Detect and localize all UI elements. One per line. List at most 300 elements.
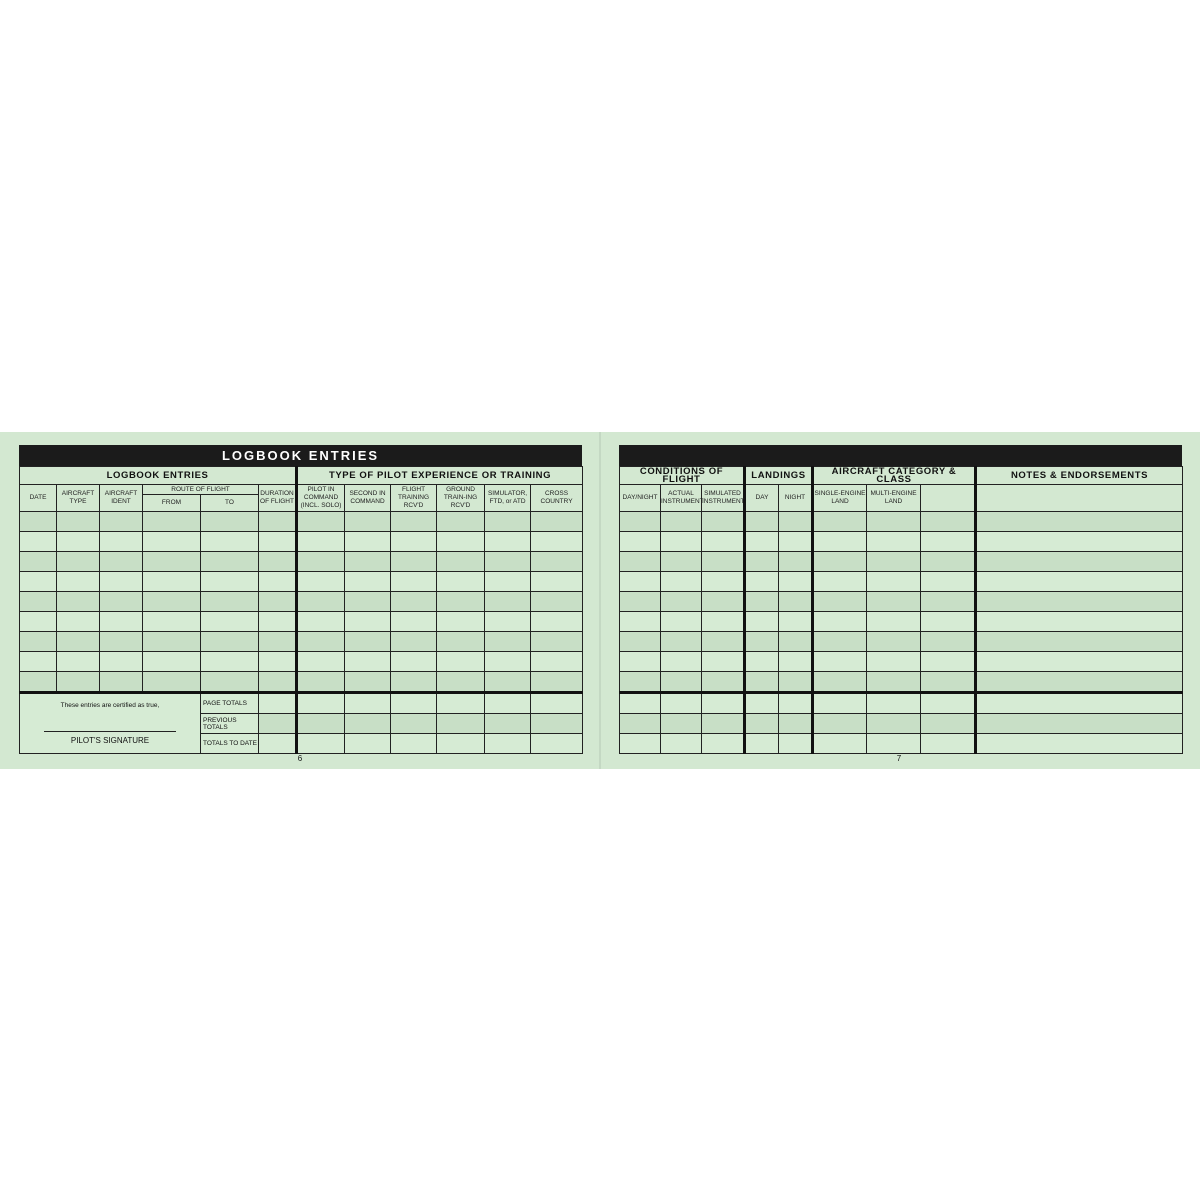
entry-cell[interactable] [745,572,779,592]
col-header-cross-country: CROSS COUNTRY [531,485,583,512]
entry-cell[interactable] [976,632,1183,652]
entry-cell[interactable] [745,672,779,693]
entry-cell[interactable] [57,512,100,532]
entry-cell[interactable] [391,592,437,612]
entry-cell[interactable] [661,572,702,592]
entry-cell[interactable] [813,532,867,552]
entry-cell[interactable] [813,632,867,652]
entry-cell[interactable] [531,612,583,632]
entry-cell[interactable] [976,552,1183,572]
left-logbook-table [19,466,583,754]
entry-cell[interactable] [867,734,921,754]
entry-cell[interactable] [297,572,345,592]
entry-cell[interactable] [391,672,437,693]
logbook-entry-row [20,592,583,612]
entry-cell[interactable] [620,652,661,672]
col-header-aircraft-type: AIRCRAFT TYPE [57,485,100,512]
entry-cell[interactable] [779,734,813,754]
entry-cell[interactable] [813,592,867,612]
col-header-ground-training: GROUND TRAIN-ING RCV'D [437,485,485,512]
entry-cell[interactable] [437,632,485,652]
entry-cell[interactable] [976,714,1183,734]
left-page [19,445,582,754]
logbook-entry-row [620,714,1183,734]
entry-cell[interactable] [143,532,201,552]
signature-line[interactable] [44,731,176,732]
entry-cell[interactable] [345,572,391,592]
logbook-entry-row [620,693,1183,714]
entry-cell[interactable] [437,612,485,632]
entry-cell[interactable] [201,612,259,632]
entry-cell[interactable] [437,512,485,532]
entry-cell[interactable] [259,532,297,552]
entry-cell[interactable] [921,672,976,693]
entry-cell[interactable] [201,652,259,672]
right-page-banner [619,445,1182,466]
entry-cell[interactable] [485,612,531,632]
entry-cell[interactable] [437,532,485,552]
entry-cell[interactable] [661,652,702,672]
entry-cell[interactable] [201,512,259,532]
entry-cell[interactable] [531,592,583,612]
total-cell[interactable] [297,714,345,734]
entry-cell[interactable] [661,734,702,754]
entry-cell[interactable] [143,632,201,652]
entry-cell[interactable] [620,693,661,714]
entry-cell[interactable] [702,572,745,592]
entry-cell[interactable] [921,552,976,572]
col-header-single-engine-land: SINGLE-ENGINE LAND [813,485,867,512]
total-cell[interactable] [485,693,531,714]
page-totals-label: PAGE TOTALS [201,693,259,714]
entry-cell[interactable] [702,552,745,572]
signature-label: PILOT'S SIGNATURE [70,736,150,745]
entry-cell[interactable] [345,612,391,632]
col-header-route-of-flight: ROUTE OF FLIGHT [143,485,259,495]
entry-cell[interactable] [20,632,57,652]
entry-cell[interactable] [57,612,100,632]
right-logbook-table [619,466,1183,754]
entry-cell[interactable] [20,532,57,552]
entry-cell[interactable] [867,714,921,734]
entry-cell[interactable] [745,652,779,672]
entry-cell[interactable] [143,652,201,672]
entry-cell[interactable] [297,552,345,572]
entry-cell[interactable] [779,714,813,734]
entry-cell[interactable] [745,693,779,714]
logbook-entry-row [620,672,1183,693]
entry-cell[interactable] [976,612,1183,632]
entry-cell[interactable] [620,672,661,693]
entry-cell[interactable] [779,532,813,552]
entry-cell[interactable] [20,652,57,672]
page-number-left: 6 [297,754,303,763]
col-header-day-night: DAY/NIGHT [620,485,661,512]
entry-cell[interactable] [201,592,259,612]
entry-cell[interactable] [531,632,583,652]
entry-cell[interactable] [100,512,143,532]
entry-cell[interactable] [867,512,921,532]
entry-cell[interactable] [702,612,745,632]
entry-cell[interactable] [779,652,813,672]
entry-cell[interactable] [745,714,779,734]
entry-cell[interactable] [779,552,813,572]
col-header-notes-blank [976,485,1183,512]
logbook-entry-row [620,572,1183,592]
entry-cell[interactable] [391,532,437,552]
entry-cell[interactable] [531,572,583,592]
col-header-multi-engine-land: MULTI-ENGINE LAND [867,485,921,512]
entry-cell[interactable] [867,572,921,592]
certification-block [20,693,201,754]
logbook-entry-row [620,512,1183,532]
entry-cell[interactable] [143,512,201,532]
entry-cell[interactable] [745,632,779,652]
entry-cell[interactable] [976,672,1183,693]
entry-cell[interactable] [661,512,702,532]
book-gutter [599,432,601,769]
entry-cell[interactable] [867,632,921,652]
total-cell[interactable] [259,693,297,714]
entry-cell[interactable] [661,714,702,734]
entry-cell[interactable] [391,632,437,652]
logbook-entry-row [20,552,583,572]
right-page [619,445,1182,754]
entry-cell[interactable] [437,652,485,672]
entry-cell[interactable] [867,532,921,552]
entry-cell[interactable] [702,532,745,552]
entry-cell[interactable] [813,552,867,572]
entry-cell[interactable] [437,572,485,592]
total-cell[interactable] [259,734,297,754]
total-cell[interactable] [391,693,437,714]
entry-cell[interactable] [345,592,391,612]
entry-cell[interactable] [297,652,345,672]
entry-cell[interactable] [201,532,259,552]
entry-cell[interactable] [620,632,661,652]
entry-cell[interactable] [976,592,1183,612]
entry-cell[interactable] [745,512,779,532]
entry-cell[interactable] [531,532,583,552]
logbook-entry-row [20,512,583,532]
entry-cell[interactable] [620,552,661,572]
entry-cell[interactable] [143,672,201,693]
entry-cell[interactable] [813,612,867,632]
total-cell[interactable] [485,734,531,754]
entry-cell[interactable] [57,592,100,612]
entry-cell[interactable] [297,612,345,632]
total-cell[interactable] [297,693,345,714]
logbook-entry-row [20,612,583,632]
entry-cell[interactable] [391,552,437,572]
entry-cell[interactable] [485,632,531,652]
entry-cell[interactable] [143,612,201,632]
total-cell[interactable] [437,734,485,754]
col-header-aircraft-ident: AIRCRAFT IDENT [100,485,143,512]
logbook-entry-row [620,612,1183,632]
entry-cell[interactable] [100,592,143,612]
logbook-entry-row [620,734,1183,754]
entry-cell[interactable] [779,693,813,714]
entry-cell[interactable] [813,572,867,592]
entry-cell[interactable] [867,672,921,693]
entry-cell[interactable] [867,693,921,714]
entry-cell[interactable] [100,632,143,652]
entry-cell[interactable] [297,592,345,612]
entry-cell[interactable] [345,672,391,693]
entry-cell[interactable] [143,592,201,612]
col-header-pilot-in-command: PILOT IN COMMAND (INCL. SOLO) [297,485,345,512]
entry-cell[interactable] [976,734,1183,754]
entry-cell[interactable] [20,612,57,632]
entry-cell[interactable] [745,532,779,552]
entry-cell[interactable] [57,572,100,592]
entry-cell[interactable] [485,512,531,532]
entry-cell[interactable] [100,672,143,693]
left-page-banner: LOGBOOK ENTRIES [19,445,582,466]
entry-cell[interactable] [201,632,259,652]
entry-cell[interactable] [813,693,867,714]
entry-cell[interactable] [391,652,437,672]
entry-cell[interactable] [921,693,976,714]
col-header-flight-training: FLIGHT TRAINING RCV'D [391,485,437,512]
entry-cell[interactable] [20,672,57,693]
entry-cell[interactable] [813,734,867,754]
entry-cell[interactable] [57,652,100,672]
previous-totals-label: PREVIOUS TOTALS [201,714,259,734]
entry-cell[interactable] [20,552,57,572]
entry-cell[interactable] [702,652,745,672]
entry-cell[interactable] [745,612,779,632]
entry-cell[interactable] [661,672,702,693]
total-cell[interactable] [391,734,437,754]
entry-cell[interactable] [57,632,100,652]
entry-cell[interactable] [485,652,531,672]
entry-cell[interactable] [813,652,867,672]
entry-cell[interactable] [779,612,813,632]
totals-to-date-label: TOTALS TO DATE [201,734,259,754]
entry-cell[interactable] [20,592,57,612]
entry-cell[interactable] [259,512,297,532]
entry-cell[interactable] [20,512,57,532]
entry-cell[interactable] [345,652,391,672]
entry-cell[interactable] [921,714,976,734]
section-landings: LANDINGS [745,467,813,485]
entry-cell[interactable] [702,734,745,754]
entry-cell[interactable] [620,612,661,632]
entry-cell[interactable] [201,572,259,592]
entry-cell[interactable] [485,552,531,572]
entry-cell[interactable] [201,552,259,572]
entry-cell[interactable] [57,532,100,552]
entry-cell[interactable] [391,512,437,532]
entry-cell[interactable] [20,572,57,592]
entry-cell[interactable] [531,652,583,672]
total-cell[interactable] [345,734,391,754]
section-conditions-of-flight: CONDITIONS OF FLIGHT [620,467,745,485]
entry-cell[interactable] [867,612,921,632]
entry-cell[interactable] [661,552,702,572]
entry-cell[interactable] [702,592,745,612]
entry-cell[interactable] [297,512,345,532]
entry-cell[interactable] [259,632,297,652]
entry-cell[interactable] [867,592,921,612]
logbook-entry-row [620,652,1183,672]
entry-cell[interactable] [57,552,100,572]
entry-cell[interactable] [620,512,661,532]
total-cell[interactable] [391,714,437,734]
entry-cell[interactable] [779,572,813,592]
entry-cell[interactable] [100,552,143,572]
logbook-entry-row [620,552,1183,572]
total-cell[interactable] [345,714,391,734]
total-cell[interactable] [345,693,391,714]
entry-cell[interactable] [779,512,813,532]
entry-cell[interactable] [779,592,813,612]
entry-cell[interactable] [620,734,661,754]
entry-cell[interactable] [921,592,976,612]
entry-cell[interactable] [143,552,201,572]
entry-cell[interactable] [345,552,391,572]
entry-cell[interactable] [661,632,702,652]
col-header-blank [921,485,976,512]
total-cell[interactable] [297,734,345,754]
entry-cell[interactable] [345,632,391,652]
entry-cell[interactable] [485,572,531,592]
entry-cell[interactable] [867,552,921,572]
entry-cell[interactable] [437,672,485,693]
entry-cell[interactable] [702,512,745,532]
section-pilot-experience: TYPE OF PILOT EXPERIENCE OR TRAINING [297,467,583,485]
col-header-day: DAY [745,485,779,512]
logbook-entry-row [620,632,1183,652]
entry-cell[interactable] [661,612,702,632]
col-header-duration: DURATION OF FLIGHT [259,485,297,512]
entry-cell[interactable] [57,672,100,693]
col-header-to: TO [201,495,259,512]
entry-cell[interactable] [921,612,976,632]
entry-cell[interactable] [620,714,661,734]
entry-cell[interactable] [201,672,259,693]
entry-cell[interactable] [100,612,143,632]
col-header-night: NIGHT [779,485,813,512]
entry-cell[interactable] [702,714,745,734]
entry-cell[interactable] [259,672,297,693]
total-cell[interactable] [531,714,583,734]
entry-cell[interactable] [259,572,297,592]
total-cell[interactable] [437,693,485,714]
entry-cell[interactable] [485,532,531,552]
entry-cell[interactable] [813,672,867,693]
entry-cell[interactable] [620,572,661,592]
logbook-spread [0,432,1200,769]
entry-cell[interactable] [921,572,976,592]
entry-cell[interactable] [745,592,779,612]
entry-cell[interactable] [297,632,345,652]
entry-cell[interactable] [531,512,583,532]
entry-cell[interactable] [437,592,485,612]
entry-cell[interactable] [921,512,976,532]
total-cell[interactable] [437,714,485,734]
entry-cell[interactable] [297,672,345,693]
entry-cell[interactable] [143,572,201,592]
total-cell[interactable] [259,714,297,734]
entry-cell[interactable] [531,672,583,693]
entry-cell[interactable] [345,512,391,532]
entry-cell[interactable] [391,572,437,592]
total-cell[interactable] [531,693,583,714]
entry-cell[interactable] [813,714,867,734]
col-header-from: FROM [143,495,201,512]
entry-cell[interactable] [976,693,1183,714]
entry-cell[interactable] [485,592,531,612]
entry-cell[interactable] [391,612,437,632]
entry-cell[interactable] [485,672,531,693]
entry-cell[interactable] [921,652,976,672]
entry-cell[interactable] [437,552,485,572]
entry-cell[interactable] [976,652,1183,672]
total-cell[interactable] [485,714,531,734]
col-header-simulated-instrument: SIMULATED INSTRUMENT [702,485,745,512]
entry-cell[interactable] [745,734,779,754]
entry-cell[interactable] [976,572,1183,592]
entry-cell[interactable] [100,572,143,592]
total-cell[interactable] [531,734,583,754]
entry-cell[interactable] [661,592,702,612]
entry-cell[interactable] [259,592,297,612]
entry-cell[interactable] [921,532,976,552]
entry-cell[interactable] [976,512,1183,532]
entry-cell[interactable] [702,672,745,693]
entry-cell[interactable] [259,652,297,672]
logbook-entry-row [20,572,583,592]
entry-cell[interactable] [976,532,1183,552]
entry-cell[interactable] [702,632,745,652]
entry-cell[interactable] [100,652,143,672]
logbook-entry-row [620,592,1183,612]
entry-cell[interactable] [867,652,921,672]
entry-cell[interactable] [100,532,143,552]
entry-cell[interactable] [259,552,297,572]
entry-cell[interactable] [661,693,702,714]
col-header-simulator: SIMULATOR, FTD, or ATD [485,485,531,512]
page-number-right: 7 [896,754,902,763]
entry-cell[interactable] [620,592,661,612]
entry-cell[interactable] [259,612,297,632]
entry-cell[interactable] [531,552,583,572]
col-header-date: DATE [20,485,57,512]
logbook-entry-row [20,672,583,693]
entry-cell[interactable] [702,693,745,714]
entry-cell[interactable] [345,532,391,552]
entry-cell[interactable] [921,632,976,652]
col-header-actual-instrument: ACTUAL INSTRUMENT [661,485,702,512]
logbook-entry-row [20,652,583,672]
entry-cell[interactable] [620,532,661,552]
entry-cell[interactable] [745,552,779,572]
logbook-entry-row [620,532,1183,552]
entry-cell[interactable] [921,734,976,754]
certification-text: These entries are certified as true, [60,702,160,709]
entry-cell[interactable] [297,532,345,552]
entry-cell[interactable] [779,672,813,693]
section-logbook-entries: LOGBOOK ENTRIES [20,467,297,485]
entry-cell[interactable] [661,532,702,552]
col-header-second-in-command: SECOND IN COMMAND [345,485,391,512]
section-aircraft-category: AIRCRAFT CATEGORY & CLASS [813,467,976,485]
entry-cell[interactable] [813,512,867,532]
entry-cell[interactable] [779,632,813,652]
